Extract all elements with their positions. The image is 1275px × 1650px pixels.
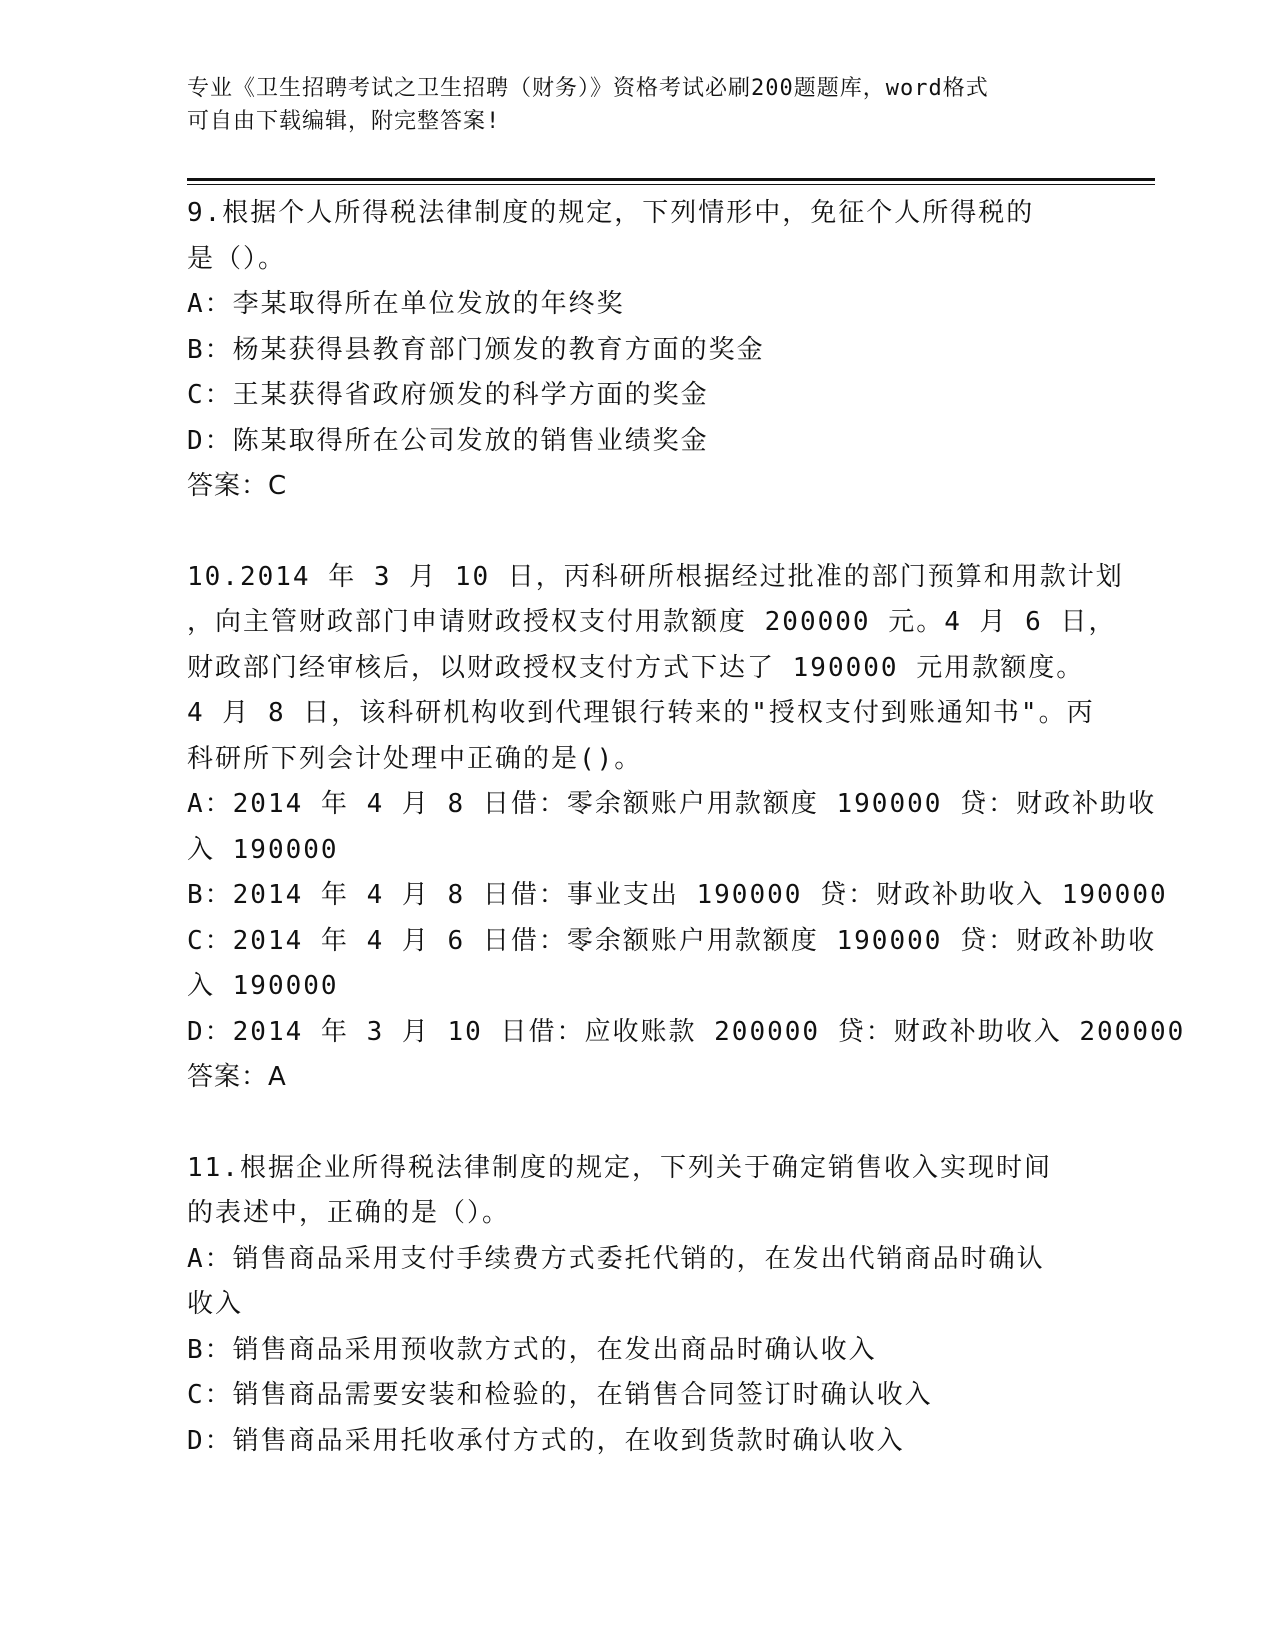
option-b: B：销售商品采用预收款方式的，在发出商品时确认收入 — [187, 1334, 877, 1365]
option-d: D：2014 年 3 月 10 日借：应收账款 200000 贷：财政补助收入 200000 — [187, 1016, 1186, 1047]
question-stem-line: 科研所下列会计处理中正确的是()。 — [187, 743, 643, 774]
question-10 — [187, 555, 1186, 1101]
header-line-2: 可自由下载编辑，附完整答案! — [187, 109, 501, 134]
option-d: D：陈某取得所在公司发放的销售业绩奖金 — [187, 425, 709, 456]
question-stem-line: 是（）。 — [187, 243, 287, 274]
question-9 — [187, 191, 1087, 510]
header-line-1: 专业《卫生招聘考试之卫生招聘（财务）》资格考试必刷200题题库，word格式 — [187, 76, 989, 101]
option-b: B：杨某获得县教育部门颁发的教育方面的奖金 — [187, 334, 765, 365]
option-a: A：李某取得所在单位发放的年终奖 — [187, 289, 625, 319]
question-stem-line: 11.根据企业所得税法律制度的规定，下列关于确定销售收入实现时间 — [187, 1152, 1052, 1183]
answer-label: 答案：C — [187, 471, 288, 501]
option-c: C：2014 年 4 月 6 日借：零余额账户用款额度 190000 贷：财政补助收 — [187, 925, 1157, 956]
question-stem-line: 财政部门经审核后，以财政授权支付方式下达了 190000 元用款额度。 — [187, 652, 1085, 683]
option-b: B：2014 年 4 月 8 日借：事业支出 190000 贷：财政补助收入 190000 — [187, 880, 1168, 910]
option-a: A：2014 年 4 月 8 日借：零余额账户用款额度 190000 贷：财政补助收 — [187, 789, 1157, 819]
question-stem-line: 的表述中，正确的是（）。 — [187, 1198, 511, 1228]
header-divider-thin — [187, 184, 1155, 185]
question-list — [187, 191, 1186, 1464]
header-divider-thick — [187, 178, 1155, 181]
option-c: C：王某获得省政府颁发的科学方面的奖金 — [187, 380, 709, 410]
question-11 — [187, 1146, 1087, 1465]
question-stem-line: 10.2014 年 3 月 10 日，丙科研所根据经过批准的部门预算和用款计划 — [187, 561, 1124, 592]
question-stem-line: ，向主管财政部门申请财政授权支付用款额度 200000 元。4 月 6 日， — [187, 607, 1117, 637]
option-a-continued: 收入 — [187, 1289, 244, 1319]
question-stem-line: 4 月 8 日，该科研机构收到代理银行转来的"授权支付到账通知书"。丙 — [187, 698, 1095, 728]
option-c-continued: 入 190000 — [187, 971, 339, 1001]
option-c: C：销售商品需要安装和检验的，在销售合同签订时确认收入 — [187, 1380, 933, 1410]
option-d: D：销售商品采用托收承付方式的，在收到货款时确认收入 — [187, 1425, 905, 1456]
document-header — [187, 72, 1067, 138]
option-a-continued: 入 190000 — [187, 834, 339, 865]
answer-label: 答案：A — [187, 1062, 287, 1092]
question-stem-line: 9.根据个人所得税法律制度的规定，下列情形中，免征个人所得税的 — [187, 198, 1035, 228]
option-a: A：销售商品采用支付手续费方式委托代销的，在发出代销商品时确认 — [187, 1243, 1045, 1274]
